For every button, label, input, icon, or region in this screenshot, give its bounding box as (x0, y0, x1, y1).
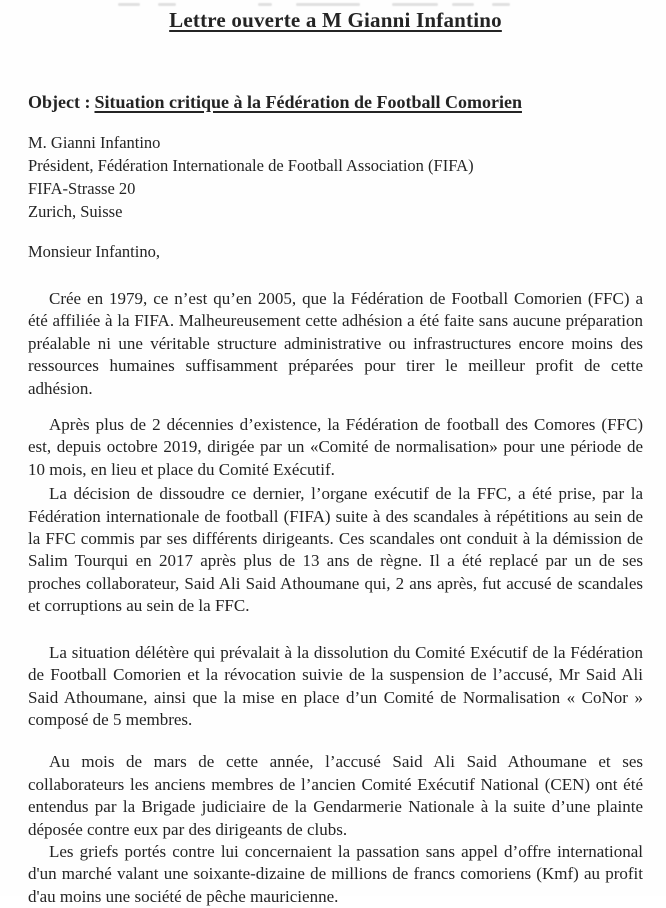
subject-line (28, 91, 643, 114)
recipient-title: Président, Fédération Internationale de Football Association (FIFA) (28, 156, 474, 175)
letter-title-text: Lettre ouverte a M Gianni Infantino (169, 8, 502, 32)
recipient-name: M. Gianni Infantino (28, 133, 161, 152)
salutation: Monsieur Infantino, (28, 242, 160, 261)
recipient-street: FIFA-Strasse 20 (28, 179, 136, 198)
recipient-city: Zurich, Suisse (28, 202, 123, 221)
subject-text: Situation critique à la Fédération de Football Comorien (94, 92, 522, 112)
letter-body (28, 288, 643, 908)
recipient-address-block (28, 131, 643, 223)
paragraph-founding: Crée en 1979, ce n’est qu’en 2005, que la Fédération de Football Comorien (FFC) a été affiliée à la FIFA. Malheureusement cette adhésion a été faite sans aucune préparation préalable ni une véritable structure administrative ou infrastructures encore moins des ressources humaines suffisamment préparées pour tirer le meilleur profit de cette adhésion. (28, 289, 643, 398)
paragraph-grievances: Les griefs portés contre lui concernaient la passation sans appel d’offre international d'un marché valant une soixante-dizaine de millions de francs comoriens (Kmf) au profit d'au moins une société de pêche mauricienne. (28, 841, 643, 906)
subject-label: Object : (28, 92, 91, 112)
paragraph-dissolution-decision: La décision de dissoudre ce dernier, l’organe exécutif de la FFC, a été prise, par la Fédération internationale de football (FIFA) suite à des scandales à répétitions au sein de la FFC commis par ses différents dirigeants. Ces scandales ont conduit à la démission de Salim Tourqui en 2017 après plus de 13 ans de règne. Il a été replacé par un de ses proches collaborateur, Said Ali Said Athoumane qui, 2 ans après, fut accusé de scandales et corruptions au sein de la FFC. (28, 484, 643, 616)
paragraph-march-hearings: Au mois de mars de cette année, l’accusé Said Ali Said Athoumane et ses collaborateurs les anciens membres de l’ancien Comité Exécutif National (CEN) ont été entendus par la Brigade judiciaire de la Gendarmerie Nationale à la suite d’une plainte déposée contre eux par des dirigeants de clubs. (28, 752, 643, 839)
scan-artifact-top (0, 2, 666, 7)
paragraph-normalisation-committee: Après plus de 2 décennies d’existence, la Fédération de football des Comores (FFC) est, depuis octobre 2019, dirigée par un «Comité de normalisation» pour une période de 10 mois, en lieu et place du Comité Exécutif. (28, 415, 643, 479)
paragraph-deleterious-situation: La situation délétère qui prévalait à la dissolution du Comité Exécutif de la Fédération de Football Comorien et la révocation suivie de la suspension de l’accusé, Mr Said Ali Said Athoumane, ainsi que la mise en place d’un Comité de Normalisation « CoNor » composé de 5 membres. (28, 642, 643, 729)
